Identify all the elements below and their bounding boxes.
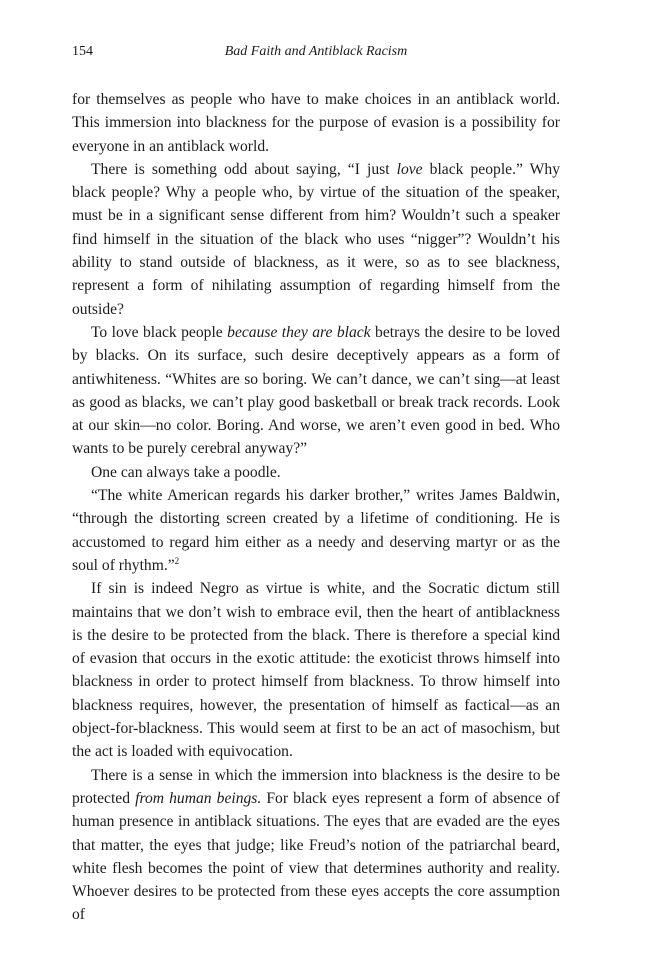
page-number: 154	[72, 44, 93, 59]
paragraph-sin	[72, 577, 560, 763]
emphasis-text: because they are black	[227, 323, 371, 341]
paragraph-text: for themselves as people who have to make choices in an antiblack world. This immersion into blackness for the purpose of evasion is a possibility for everyone in an antiblack world.	[72, 91, 560, 155]
paragraph-continued	[72, 88, 560, 158]
paragraph-text: For black eyes represent a form of absence of human presence in antiblack situations. The eyes that are evaded are the eyes that matter, the eyes that judge; like Freud’s notion of the patriarchal beard, white flesh becomes the point of view that determines authority and reality. Whoever desires to be protected from these eyes accepts the core assumption of	[72, 789, 560, 924]
page-header	[72, 44, 560, 66]
paragraph-text: There is something odd about saying, “I just	[91, 160, 397, 178]
running-title: Bad Faith and Antiblack Racism	[224, 44, 408, 59]
paragraph-text: To love black people	[91, 323, 228, 341]
paragraph-love	[72, 158, 560, 321]
paragraph-text: “The white American regards his darker brother,” writes James Baldwin, “through the distorting screen created by a lifetime of conditioning. He is accustomed to regard him either as a needy and deserving martyr or as the soul of rhythm.”	[72, 487, 560, 574]
paragraph-text: There is a sense in which the immersion into blackness is the desire to be protected	[72, 766, 560, 807]
paragraph-poodle	[72, 461, 560, 484]
paragraph-text: black people.” Why black people? Why a people who, by virtue of the situation of the speaker, must be in a significant sense different from him? Wouldn’t such a speaker find himself in the situation of the black who uses “nigger”? Wouldn’t his ability to stand outside of blackness, as it were, so as to see blackness, represent a form of nihilating assumption of regarding himself from the outside?	[72, 160, 560, 318]
paragraph-text: One can always take a poodle.	[91, 463, 281, 481]
paragraph-because	[72, 321, 560, 461]
paragraph-text: If sin is indeed Negro as virtue is white, and the Socratic dictum still maintains that we don’t wish to embrace evil, then the heart of antiblackness is the desire to be protected from the black. There is therefore a special kind of evasion that occurs in the exotic attitude: the exoticist throws himself into blackness in order to protect himself from blackness. To throw himself into blackness requires, however, the presentation of himself as factical—as an object-for-blackness. This would seem at first to be an act of masochism, but the act is loaded with equivocation.	[72, 580, 560, 761]
footnote-marker[interactable]: 2	[174, 555, 180, 566]
emphasis-text: love	[396, 160, 423, 178]
paragraph-text: betrays the desire to be loved by blacks. On its surface, such desire deceptively appears as a form of antiwhiteness. “Whites are so boring. We can’t dance, we can’t sing—at least as good as blacks, we can’t play good basketball or break track records. Look at our skin—no color. Boring. And worse, we aren’t even good in bed. Who wants to be purely cerebral anyway?”	[72, 323, 560, 458]
body-text	[72, 88, 560, 927]
paragraph-baldwin	[72, 484, 560, 577]
paragraph-immersion	[72, 764, 560, 927]
emphasis-text: from human beings.	[135, 789, 262, 807]
